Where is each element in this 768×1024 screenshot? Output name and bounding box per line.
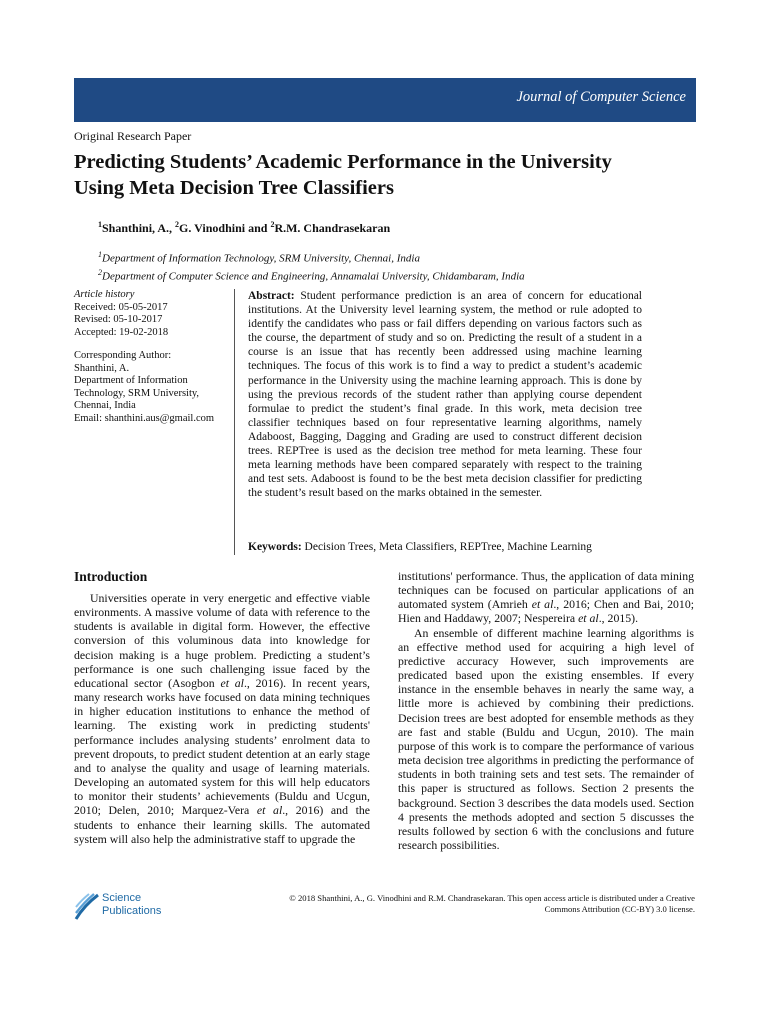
- journal-title: Journal of Computer Science: [516, 89, 686, 105]
- corresponding-email: Email: shanthini.aus@gmail.com: [74, 412, 215, 424]
- abstract: [248, 289, 642, 500]
- abstract-text: Student performance prediction is an area of concern for educational institutions. At the University level learning system, the method or rule adopted to identify the candidates who pass or fail differs depending on various factors such as the course, the department of study and so on. Predicting the result of a student in a course is an issue that has recently been addressed using machine learning techniques. The focus of this work is to find a way to predict a student’s academic performance in the University using the machine learning approach. This is done by using the previous records of the student rather than applying course dependent formulae to predict the student’s final grade. In this work, meta decision tree classifier techniques based on four representative learning algorithms, namely Adaboost, Bagging, Dagging and Grading are used to construct different decision trees. REPTree is used as the decision tree method for meta learning. These four meta learning methods have been compared separately with respect to the training and test sets. Adaboost is found to be the best meta decision classifier for predicting the student’s result based on the marks obtained in the semester.: [248, 290, 642, 500]
- received-date: Received: 05-05-2017: [74, 301, 168, 313]
- publisher-name-line-2: Publications: [102, 905, 162, 917]
- corresponding-heading: Corresponding Author:: [74, 350, 172, 361]
- copyright-notice: [250, 893, 695, 915]
- abstract-label: Abstract:: [248, 290, 295, 302]
- intro-text: ., 2015).: [598, 611, 639, 626]
- author-2-sup: 2: [175, 220, 180, 229]
- intro-text: ., 2016; Chen and Bai, 2010; Hien and Haddawy, 2007; Nespereira: [398, 597, 695, 626]
- author-1-sup: 1: [98, 220, 102, 229]
- intro-paragraph-1: [74, 591, 370, 846]
- copyright-line-1: © 2018 Shanthini, A., G. Vinodhini and R.M. Chandrasekaran. This open access article is distributed under a Creative: [289, 893, 695, 903]
- affiliations: [98, 248, 525, 284]
- intro-text: ., 2016). In recent years, many research works have focused on data mining techniques in higher education institutions to enhance the method of learning. The existing work in predicting students' performance includes analysing students’ enrolment data to prevent dropouts, to predict student detention at an early stage and to analyse the quality and usage of learning materials. Developing an automated system for this will help educators to monitor their students’ achievements (Buldu and Ucgun, 2010; Delen, 2010; Marquez-Vera: [74, 675, 371, 818]
- corresponding-dept-2: Technology, SRM University,: [74, 387, 200, 399]
- title-line-2: Using Meta Decision Tree Classifiers: [74, 177, 394, 199]
- affiliation-2: [98, 266, 525, 284]
- copyright-line-2: Commons Attribution (CC-BY) 3.0 license.: [544, 904, 695, 914]
- affiliation-2-sup: 2: [98, 268, 102, 278]
- affiliation-1-sup: 1: [98, 250, 102, 259]
- et-al: et al: [220, 675, 244, 690]
- affiliation-2-text: Department of Computer Science and Engineering, Annamalai University, Chidambaram, India: [102, 270, 525, 283]
- science-publications-logo-icon: [74, 891, 100, 921]
- publisher-name-line-1: Science: [102, 892, 142, 904]
- intro-paragraph-1-cont: [398, 569, 694, 626]
- keywords-label: Keywords:: [248, 541, 302, 553]
- corresponding-name: Shanthini, A.: [74, 362, 130, 374]
- title-line-1: Predicting Students’ Academic Performance in the University: [74, 151, 612, 173]
- intro-paragraph-2: An ensemble of different machine learning algorithms is an effective method used for acquiring a high level of predictive accuracy However, such improvements are predicated based upon the existing ensembles. If every instance in the ensemble behaves in nearly the same way, a little more is achieved by combining their predictions. Decision trees are best adopted for ensemble methods as they are fast and stable (Buldu and Ucgun, 2010). The main purpose of this work is to compare the performance of various meta decision tree algorithms in predicting the performance of students in both training sets and test sets. The remainder of this paper is structured as follows. Section 2 presents the background. Section 3 describes the data models used. Section 4 presents the methods adopted and section 5 discusses the results followed by section 6 with the conclusions and future research possibilities.: [398, 625, 694, 852]
- corresponding-city: Chennai, India: [74, 400, 136, 411]
- intro-text: Universities operate in very energetic and effective viable environments. A massive volume of data with reference to the students is available in digital form. However, the effective conversion of this voluminous data into knowledge for decision making is a huge problem. Predicting a student’s performance is one such challenging issue faced by the educational sector (Asogbon: [74, 591, 370, 690]
- intro-column-1: [74, 591, 370, 846]
- article-metadata: [74, 289, 234, 425]
- author-2: G. Vinodhini and: [179, 221, 271, 235]
- publisher-logo: [74, 891, 184, 923]
- corresponding-dept-1: Department of Information: [74, 375, 188, 386]
- et-al: et al: [531, 597, 554, 612]
- author-3-sup: 2: [270, 220, 275, 229]
- paper-title: [74, 149, 714, 201]
- intro-text: ., 2016) and the students to enhance their learning skills. The automated system will also help the administrative staff to upgrade the: [74, 803, 371, 846]
- affiliation-1-text: Department of Information Technology, SRM University, Chennai, India: [102, 252, 420, 265]
- introduction-heading: Introduction: [74, 569, 148, 584]
- intro-text: institutions' performance. Thus, the application of data mining techniques can be focused on particular applications of an automated system (Amrieh: [398, 569, 694, 612]
- accepted-date: Accepted: 19-02-2018: [74, 326, 169, 338]
- intro-column-2: [398, 569, 694, 852]
- et-al: et al: [256, 803, 283, 818]
- author-3: R.M. Chandrasekaran: [274, 221, 391, 235]
- author-list: [98, 220, 390, 236]
- keywords: [248, 541, 592, 553]
- affiliation-1: [98, 248, 525, 266]
- revised-date: Revised: 05-10-2017: [74, 314, 163, 325]
- paper-type-label: Original Research Paper: [74, 129, 192, 143]
- abstract-divider: [234, 289, 235, 555]
- author-1: Shanthini, A.,: [102, 221, 176, 235]
- article-history-heading: Article history: [74, 289, 135, 300]
- journal-banner: [74, 78, 696, 122]
- keywords-text: Decision Trees, Meta Classifiers, REPTree, Machine Learning: [301, 541, 592, 553]
- et-al: et al: [578, 611, 599, 626]
